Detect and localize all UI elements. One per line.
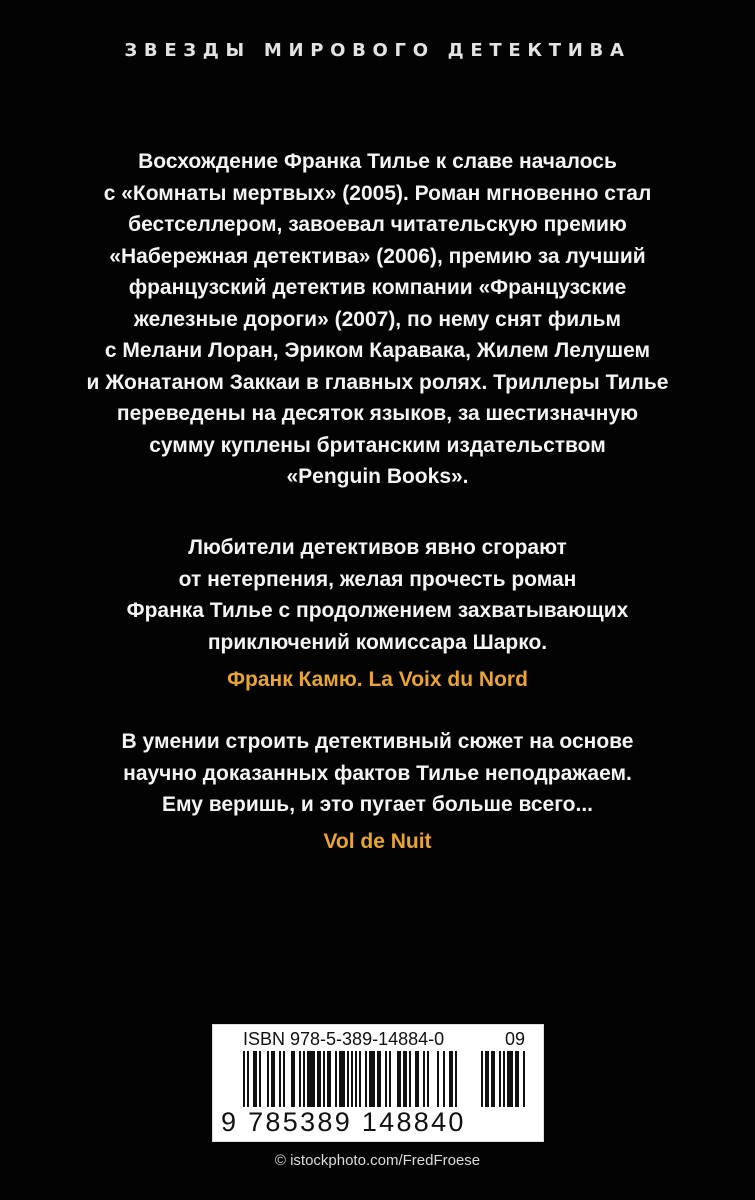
barcode-bar [409, 1051, 411, 1107]
barcode-bar [427, 1051, 429, 1107]
barcode-digits: 9 785389 148840 [221, 1107, 466, 1137]
barcode-bar [365, 1051, 367, 1107]
barcode-bar [303, 1051, 305, 1107]
barcode-bar [377, 1051, 381, 1107]
barcode-bar [351, 1051, 353, 1107]
review-quote-2 [0, 726, 755, 821]
barcode-bar [355, 1051, 357, 1107]
barcode-bar [455, 1051, 457, 1107]
barcode-bar [403, 1051, 407, 1107]
quote-line: Любители детективов явно сгорают [188, 536, 567, 559]
quote-line: В умении строить детективный сюжет на основе [121, 730, 634, 753]
barcode-bar [515, 1051, 519, 1107]
description-line: сумму куплены британским издательством [149, 433, 606, 457]
barcode-bar [423, 1051, 425, 1107]
barcode-bar [267, 1051, 269, 1107]
barcode-bar [327, 1051, 331, 1107]
review-source-2: Vol de Nuit [323, 830, 432, 853]
description-line: французский детектив компании «Французские [128, 276, 627, 299]
barcode-bar [415, 1051, 419, 1107]
quote-line: Ему веришь, и это пугает больше всего... [161, 793, 594, 816]
description-line: переведены на десяток языков, за шестизначную [116, 402, 639, 425]
barcode-bar [317, 1051, 321, 1107]
barcode-bar [279, 1051, 281, 1107]
barcode-bar [443, 1051, 445, 1107]
barcode-bar [389, 1051, 391, 1107]
barcode-bar [507, 1051, 513, 1107]
barcode-bar [385, 1051, 387, 1107]
review-source-1: Франк Камю. La Voix du Nord [227, 668, 528, 691]
barcode-bar [291, 1051, 295, 1107]
barcode-bar [369, 1051, 375, 1107]
description-line: с Мелани Лоран, Эриком Каравака, Жилем Лелушем [104, 339, 651, 362]
barcode-bar [491, 1051, 495, 1107]
barcode-bar [247, 1051, 249, 1107]
barcode-bar [523, 1051, 525, 1107]
quote-line: научно доказанных фактов Тилье неподражаем. [123, 761, 632, 785]
barcode-bar [323, 1051, 325, 1107]
series-title: ЗВЕЗДЫ МИРОВОГО ДЕТЕКТИВА [124, 40, 631, 61]
barcode-bar [283, 1051, 285, 1107]
barcode-bar [253, 1051, 257, 1107]
book-description [0, 146, 755, 493]
barcode-bar [259, 1051, 261, 1107]
barcode-supplement-bars [481, 1051, 529, 1107]
barcode-bar [243, 1051, 245, 1107]
isbn-label-row [243, 1029, 533, 1050]
description-line: железные дороги» (2007), по нему снят фильм [134, 307, 621, 331]
review-quote-1 [0, 532, 755, 658]
description-line: и Жонатаном Заккаи в главных ролях. Триллеры Тилье [86, 370, 669, 394]
photo-credit: © istockphoto.com/FredFroese [274, 1152, 481, 1169]
barcode-bar [481, 1051, 483, 1107]
description-line: бестселлером, завоевал читательскую премию [128, 213, 627, 236]
barcode-bar [299, 1051, 301, 1107]
barcode-bar [397, 1051, 401, 1107]
barcode-bar [499, 1051, 501, 1107]
barcode-bar [347, 1051, 349, 1107]
description-line: «Penguin Books». [286, 465, 469, 488]
quote-line: от нетерпения, желая прочесть роман [178, 567, 577, 591]
isbn-label: ISBN 978-5-389-14884-0 [243, 1029, 445, 1049]
barcode-bar [449, 1051, 453, 1107]
quote-line: Франка Тилье с продолжением захватывающих [126, 599, 629, 622]
barcode-bar [359, 1051, 361, 1107]
description-line: с «Комнаты мертвых» (2005). Роман мгновенно стал [103, 181, 652, 205]
barcode-bar [307, 1051, 315, 1107]
barcode-supplement-code: 09 [505, 1029, 526, 1049]
barcode-bar [339, 1051, 345, 1107]
barcode-bar [437, 1051, 439, 1107]
barcode-bar [503, 1051, 505, 1107]
barcode-bar [271, 1051, 275, 1107]
barcode-bars [243, 1051, 458, 1107]
isbn-barcode [212, 1024, 544, 1142]
barcode-bar [335, 1051, 337, 1107]
barcode-bar [485, 1051, 489, 1107]
quote-line: приключений комиссара Шарко. [207, 630, 548, 654]
description-line: «Набережная детектива» (2006), премию за лучший [109, 244, 646, 268]
description-line: Восхождение Франка Тилье к славе началось [138, 150, 617, 173]
